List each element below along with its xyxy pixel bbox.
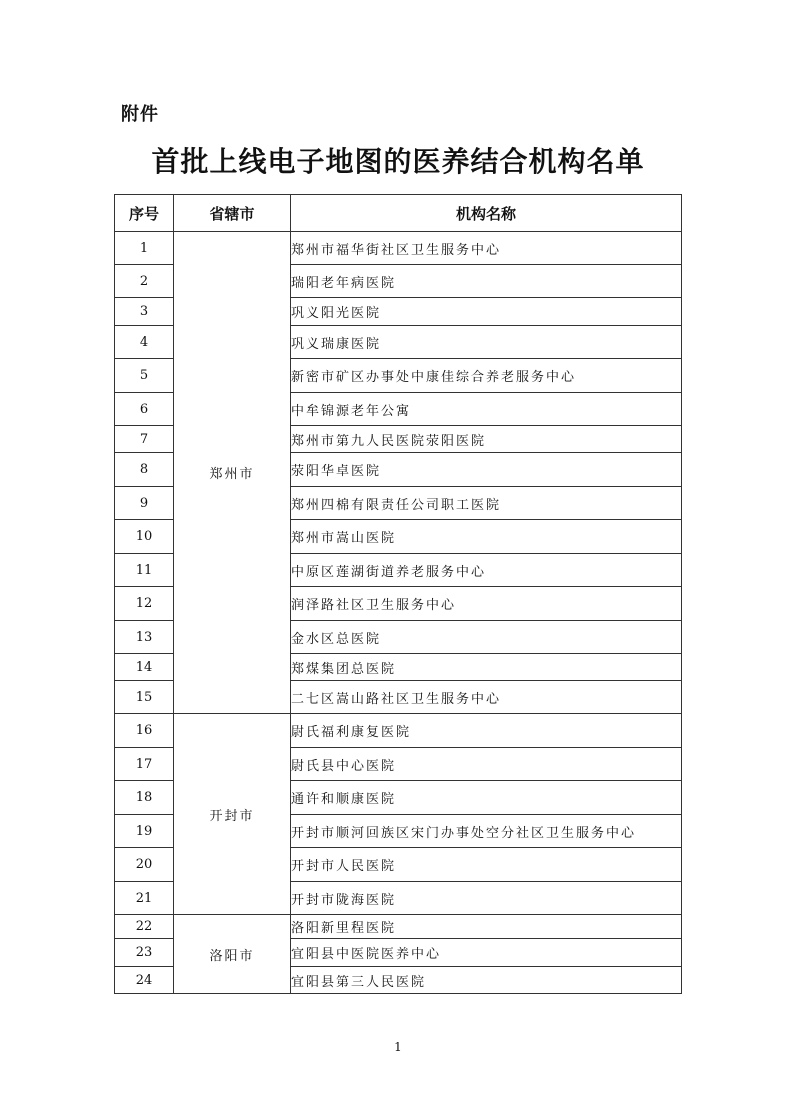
institution-name: 巩义瑞康医院 bbox=[291, 326, 682, 359]
table-row bbox=[115, 232, 682, 265]
institution-name: 郑州市第九人民医院荥阳医院 bbox=[291, 426, 682, 453]
row-number: 4 bbox=[115, 326, 174, 359]
institution-name: 润泽路社区卫生服务中心 bbox=[291, 587, 682, 621]
row-number: 24 bbox=[115, 967, 174, 994]
column-header-city: 省辖市 bbox=[174, 195, 291, 232]
institution-name: 开封市陇海医院 bbox=[291, 882, 682, 915]
table-row bbox=[115, 714, 682, 748]
institution-name: 荥阳华卓医院 bbox=[291, 453, 682, 487]
row-number: 23 bbox=[115, 939, 174, 967]
institution-name: 尉氏县中心医院 bbox=[291, 748, 682, 781]
institution-name: 郑州四棉有限责任公司职工医院 bbox=[291, 487, 682, 520]
institution-name: 郑煤集团总医院 bbox=[291, 654, 682, 681]
institution-name: 开封市顺河回族区宋门办事处空分社区卫生服务中心 bbox=[291, 815, 682, 848]
row-number: 12 bbox=[115, 587, 174, 621]
institution-name: 通许和顺康医院 bbox=[291, 781, 682, 815]
city-cell: 郑州市 bbox=[174, 232, 291, 714]
column-header-seq: 序号 bbox=[115, 195, 174, 232]
table-body bbox=[115, 232, 682, 994]
institution-name: 中牟锦源老年公寓 bbox=[291, 393, 682, 426]
row-number: 10 bbox=[115, 520, 174, 554]
institution-name: 宜阳县中医院医养中心 bbox=[291, 939, 682, 967]
city-cell: 开封市 bbox=[174, 714, 291, 915]
institution-name: 洛阳新里程医院 bbox=[291, 915, 682, 939]
row-number: 15 bbox=[115, 681, 174, 714]
institution-name: 巩义阳光医院 bbox=[291, 298, 682, 326]
institution-name: 开封市人民医院 bbox=[291, 848, 682, 882]
institution-name: 新密市矿区办事处中康佳综合养老服务中心 bbox=[291, 359, 682, 393]
row-number: 11 bbox=[115, 554, 174, 587]
row-number: 14 bbox=[115, 654, 174, 681]
table-row bbox=[115, 915, 682, 939]
row-number: 17 bbox=[115, 748, 174, 781]
institution-name: 瑞阳老年病医院 bbox=[291, 265, 682, 298]
row-number: 3 bbox=[115, 298, 174, 326]
row-number: 18 bbox=[115, 781, 174, 815]
row-number: 16 bbox=[115, 714, 174, 748]
institution-name: 二七区嵩山路社区卫生服务中心 bbox=[291, 681, 682, 714]
city-cell: 洛阳市 bbox=[174, 915, 291, 994]
row-number: 9 bbox=[115, 487, 174, 520]
institution-table bbox=[114, 194, 682, 994]
institution-name: 金水区总医院 bbox=[291, 621, 682, 654]
institution-name: 宜阳县第三人民医院 bbox=[291, 967, 682, 994]
row-number: 13 bbox=[115, 621, 174, 654]
row-number: 2 bbox=[115, 265, 174, 298]
table-header-row bbox=[115, 195, 682, 232]
institution-name: 郑州市福华街社区卫生服务中心 bbox=[291, 232, 682, 265]
institution-name: 尉氏福利康复医院 bbox=[291, 714, 682, 748]
column-header-name: 机构名称 bbox=[291, 195, 682, 232]
row-number: 21 bbox=[115, 882, 174, 915]
attachment-label: 附件 bbox=[121, 104, 159, 125]
page-number: 1 bbox=[394, 1040, 402, 1054]
row-number: 8 bbox=[115, 453, 174, 487]
row-number: 19 bbox=[115, 815, 174, 848]
row-number: 6 bbox=[115, 393, 174, 426]
row-number: 5 bbox=[115, 359, 174, 393]
institution-name: 郑州市嵩山医院 bbox=[291, 520, 682, 554]
institution-name: 中原区莲湖街道养老服务中心 bbox=[291, 554, 682, 587]
row-number: 7 bbox=[115, 426, 174, 453]
document-title: 首批上线电子地图的医养结合机构名单 bbox=[151, 145, 645, 178]
row-number: 20 bbox=[115, 848, 174, 882]
row-number: 1 bbox=[115, 232, 174, 265]
row-number: 22 bbox=[115, 915, 174, 939]
